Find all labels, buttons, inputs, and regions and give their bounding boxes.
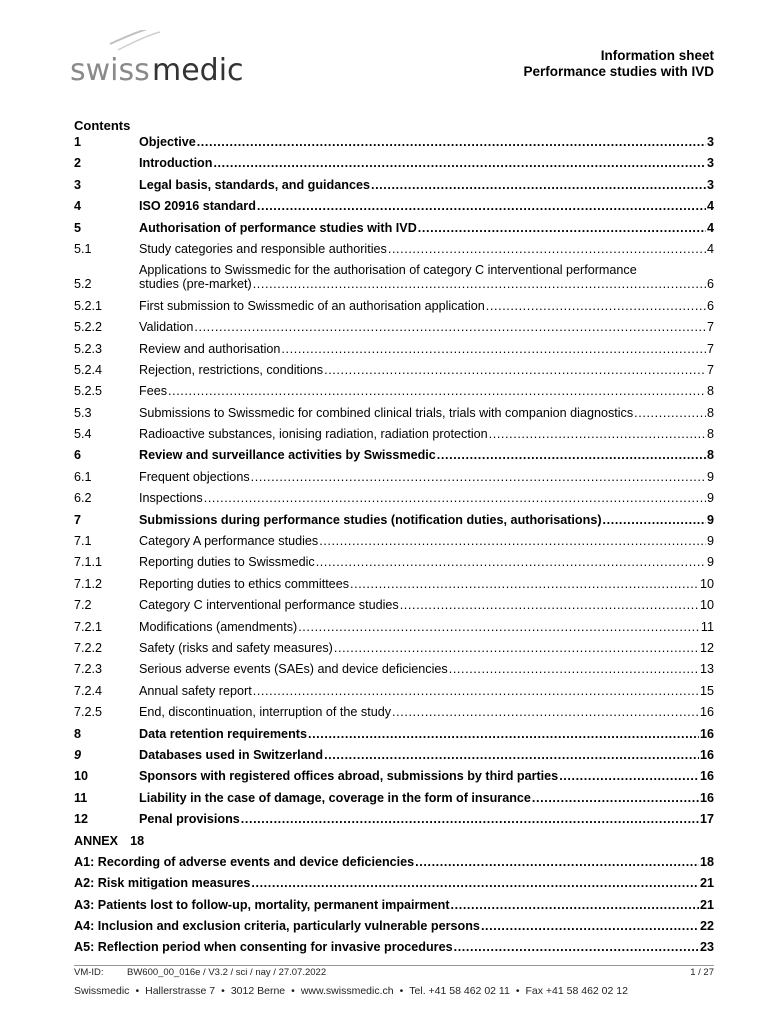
toc-entry[interactable] xyxy=(74,791,714,805)
vm-id-value: BW600_00_016e / V3.2 / sci / nay / 27.07.2022 xyxy=(127,967,327,978)
toc-entry-text xyxy=(139,555,714,569)
toc-entry-page: 4 xyxy=(706,220,714,235)
toc-annex-item[interactable] xyxy=(74,898,714,912)
toc-entry[interactable] xyxy=(74,577,714,591)
toc-entry[interactable] xyxy=(74,513,714,527)
toc-leader-dots xyxy=(253,277,706,291)
toc-entry-text xyxy=(139,513,714,527)
toc-entry-text xyxy=(139,812,714,826)
toc-entry-title: Databases used in Switzerland xyxy=(139,747,324,762)
toc-entry-title: Legal basis, standards, and guidances xyxy=(139,177,370,192)
toc-entry-number: 5 xyxy=(74,220,82,235)
toc-entry-text xyxy=(139,342,714,356)
toc-leader-dots xyxy=(257,199,706,213)
toc-entry[interactable] xyxy=(74,427,714,441)
toc-entry-text xyxy=(139,791,714,805)
toc-entry[interactable] xyxy=(74,705,714,719)
toc-entry-text xyxy=(139,178,714,192)
toc-entry-page: 8 xyxy=(706,384,714,399)
toc-entry-page: 13 xyxy=(699,662,714,677)
toc-entry-text xyxy=(139,427,714,441)
toc-annex-item[interactable] xyxy=(74,940,714,954)
toc-entry-number: 6.1 xyxy=(74,469,92,484)
toc-entry-number: 2 xyxy=(74,156,82,171)
toc-entry-number: 7.1.1 xyxy=(74,555,103,570)
toc-leader-dots xyxy=(451,898,699,912)
toc-entry-title: Study categories and responsible authorities xyxy=(139,241,387,256)
toc-entry-title: Annual safety report xyxy=(139,683,252,698)
toc-entry[interactable] xyxy=(74,363,714,377)
toc-leader-dots xyxy=(603,513,706,527)
toc-entry[interactable] xyxy=(74,555,714,569)
toc-annex-entry[interactable] xyxy=(74,834,714,848)
footer-org: Swissmedic xyxy=(74,985,130,997)
toc-entry-title: First submission to Swissmedic of an authorisation application xyxy=(139,298,485,313)
toc-entry-page: 9 xyxy=(706,555,714,570)
toc-entry-number: 3 xyxy=(74,177,82,192)
toc-entry-number: 7.1 xyxy=(74,534,92,549)
toc-entry-number: 5.2.4 xyxy=(74,362,103,377)
toc-leader-dots xyxy=(486,299,706,313)
footer-separator: • xyxy=(135,985,140,997)
toc-entry-number: 12 xyxy=(74,812,89,827)
toc-entry-title: Review and authorisation xyxy=(139,341,281,356)
toc-entry-title: Fees xyxy=(139,384,167,399)
toc-entry-title: Rejection, restrictions, conditions xyxy=(139,362,324,377)
toc-entry-page: 7 xyxy=(706,362,714,377)
toc-leader-dots xyxy=(449,662,699,676)
toc-entry-number: 5.2.2 xyxy=(74,320,103,335)
toc-entry-text xyxy=(139,448,714,462)
toc-entry[interactable] xyxy=(74,470,714,484)
toc-entry-number: 7.2.4 xyxy=(74,683,103,698)
document-id-line xyxy=(74,967,714,978)
toc-entry-page: 15 xyxy=(699,683,714,698)
toc-entry-page: 18 xyxy=(699,854,714,869)
toc-entry-page: 17 xyxy=(699,812,714,827)
toc-entry-text xyxy=(74,876,714,890)
toc-leader-dots xyxy=(324,748,699,762)
toc-entry-page: 16 xyxy=(699,747,714,762)
toc-entry-number: 5.2.1 xyxy=(74,298,103,313)
toc-entry-title: Introduction xyxy=(139,156,213,171)
swissmedic-logo-graphic xyxy=(70,30,270,90)
toc-entry-number: 8 xyxy=(74,726,82,741)
toc-entry-text xyxy=(139,641,714,655)
footer-city: 3012 Berne xyxy=(230,985,286,997)
toc-leader-dots xyxy=(481,919,699,933)
toc-entry-page: 9 xyxy=(706,469,714,484)
table-of-contents xyxy=(74,135,714,954)
toc-annex-page: 18 xyxy=(130,833,145,848)
toc-leader-dots xyxy=(400,598,699,612)
toc-entry-page: 8 xyxy=(706,448,714,463)
toc-entry-page: 6 xyxy=(706,277,714,292)
toc-entry-page: 23 xyxy=(699,940,714,955)
toc-entry-title: Penal provisions xyxy=(139,812,240,827)
toc-entry-number: 9 xyxy=(74,747,82,762)
toc-entry-title: Liability in the case of damage, coverage in the form of insurance xyxy=(139,790,531,805)
toc-entry-text xyxy=(139,221,714,235)
toc-entry-page: 7 xyxy=(706,341,714,356)
toc-leader-dots xyxy=(251,876,699,890)
toc-entry-text xyxy=(139,363,714,377)
toc-entry-title: Radioactive substances, ionising radiation, radiation protection xyxy=(139,427,488,442)
toc-entry-page: 21 xyxy=(699,876,714,891)
toc-entry[interactable] xyxy=(74,299,714,313)
toc-leader-dots xyxy=(418,221,706,235)
toc-entry-page: 3 xyxy=(706,177,714,192)
toc-entry-title: Authorisation of performance studies with IVD xyxy=(139,220,417,235)
toc-leader-dots xyxy=(194,320,706,334)
toc-entry-text xyxy=(139,769,714,783)
toc-entry-number: 7 xyxy=(74,512,82,527)
toc-entry-page: 8 xyxy=(706,427,714,442)
toc-entry-number: 5.1 xyxy=(74,241,92,256)
toc-leader-dots xyxy=(392,705,699,719)
toc-entry-number: 10 xyxy=(74,769,89,784)
toc-entry-text xyxy=(139,491,714,505)
logo-text-medic: medic xyxy=(152,53,244,88)
footer-website-link[interactable]: www.swissmedic.ch xyxy=(300,985,394,997)
toc-entry-number: 5.2.3 xyxy=(74,341,103,356)
logo-text-swiss: swiss xyxy=(70,53,150,88)
toc-entry[interactable] xyxy=(74,641,714,655)
toc-entry-title: Category A performance studies xyxy=(139,534,319,549)
toc-entry-page: 11 xyxy=(700,619,714,634)
toc-entry-page: 7 xyxy=(706,320,714,335)
toc-entry-text xyxy=(139,748,714,762)
footer-divider xyxy=(74,965,714,966)
toc-entry-number: 7.2.3 xyxy=(74,662,103,677)
toc-entry-text xyxy=(139,135,714,149)
toc-entry[interactable] xyxy=(74,221,714,235)
toc-entry-title: Modifications (amendments) xyxy=(139,619,298,634)
toc-entry[interactable] xyxy=(74,598,714,612)
toc-entry-title: A5: Reflection period when consenting for invasive procedures xyxy=(74,940,453,955)
toc-entry-page: 6 xyxy=(706,298,714,313)
toc-entry-page: 8 xyxy=(706,405,714,420)
toc-entry[interactable] xyxy=(74,342,714,356)
toc-entry-text xyxy=(139,684,714,698)
contents-heading: Contents xyxy=(74,118,131,133)
toc-entry-title: A1: Recording of adverse events and device deficiencies xyxy=(74,854,415,869)
toc-leader-dots xyxy=(316,555,706,569)
toc-entry[interactable] xyxy=(74,263,714,291)
toc-entry[interactable] xyxy=(74,534,714,548)
toc-entry-title: End, discontinuation, interruption of the study xyxy=(139,705,392,720)
toc-entry-text xyxy=(139,727,714,741)
toc-entry[interactable] xyxy=(74,727,714,741)
toc-entry[interactable] xyxy=(74,620,714,634)
toc-entry-text xyxy=(139,470,714,484)
toc-entry-text xyxy=(139,534,714,548)
toc-entry-number: 5.3 xyxy=(74,405,92,420)
toc-entry-page: 16 xyxy=(699,769,714,784)
toc-leader-dots xyxy=(437,448,706,462)
toc-entry-title: Applications to Swissmedic for the authorisation of category C interventional performance xyxy=(139,263,637,278)
toc-entry-number: 11 xyxy=(74,790,88,805)
toc-entry-title: Submissions to Swissmedic for combined clinical trials, trials with companion diagnostics xyxy=(139,405,634,420)
toc-entry[interactable] xyxy=(74,491,714,505)
toc-entry-number: 6 xyxy=(74,448,82,463)
toc-entry-page: 12 xyxy=(699,640,714,655)
toc-entry-title: Validation xyxy=(139,320,194,335)
toc-entry-page: 21 xyxy=(699,897,714,912)
toc-entry[interactable] xyxy=(74,684,714,698)
toc-entry-page: 16 xyxy=(699,790,714,805)
toc-entry-title: Inspections xyxy=(139,491,203,506)
toc-entry-text xyxy=(139,156,714,170)
swissmedic-logo xyxy=(70,30,270,90)
toc-entry-page: 9 xyxy=(706,512,714,527)
header-line-2: Performance studies with IVD xyxy=(523,64,714,79)
toc-entry-page: 16 xyxy=(699,705,714,720)
toc-leader-dots xyxy=(298,620,700,634)
toc-leader-dots xyxy=(634,406,706,420)
document-header xyxy=(523,48,714,80)
page-number: 1 / 27 xyxy=(690,967,714,978)
toc-leader-dots xyxy=(204,491,706,505)
toc-leader-dots xyxy=(281,342,706,356)
toc-entry-text xyxy=(74,919,714,933)
toc-entry-text xyxy=(139,406,714,420)
toc-entry-title: A4: Inclusion and exclusion criteria, particularly vulnerable persons xyxy=(74,919,480,934)
toc-entry-page: 3 xyxy=(706,156,714,171)
toc-entry-text xyxy=(74,940,714,954)
toc-entry[interactable] xyxy=(74,135,714,149)
toc-leader-dots xyxy=(559,769,699,783)
toc-leader-dots xyxy=(324,363,706,377)
toc-leader-dots xyxy=(388,242,706,256)
toc-leader-dots xyxy=(350,577,699,591)
header-line-1: Information sheet xyxy=(600,48,714,63)
toc-entry-title: A3: Patients lost to follow-up, mortality, permanent impairment xyxy=(74,897,450,912)
toc-entry[interactable] xyxy=(74,812,714,826)
toc-entry-title: Sponsors with registered offices abroad, submissions by third parties xyxy=(139,769,559,784)
toc-leader-dots xyxy=(168,384,706,398)
toc-entry[interactable] xyxy=(74,384,714,398)
toc-leader-dots xyxy=(489,427,706,441)
toc-entry-title: Frequent objections xyxy=(139,469,250,484)
toc-entry-title: Review and surveillance activities by Swissmedic xyxy=(139,448,436,463)
toc-annex-item[interactable] xyxy=(74,876,714,890)
toc-entry-text xyxy=(139,263,714,291)
toc-entry-page: 9 xyxy=(706,534,714,549)
toc-entry-title: Serious adverse events (SAEs) and device deficiencies xyxy=(139,662,448,677)
toc-leader-dots xyxy=(319,534,706,548)
toc-entry-title: Category C interventional performance studies xyxy=(139,598,399,613)
toc-leader-dots xyxy=(213,156,706,170)
toc-entry-page: 9 xyxy=(706,491,714,506)
toc-entry[interactable] xyxy=(74,242,714,256)
toc-entry[interactable] xyxy=(74,448,714,462)
toc-leader-dots xyxy=(308,727,699,741)
toc-entry-title: Submissions during performance studies (notification duties, authorisations) xyxy=(139,512,602,527)
toc-leader-dots xyxy=(197,135,706,149)
toc-annex-item[interactable] xyxy=(74,919,714,933)
toc-entry-text xyxy=(139,577,714,591)
toc-entry-title-continued xyxy=(139,277,714,291)
toc-entry-title: Safety (risks and safety measures) xyxy=(139,640,333,655)
toc-entry-title: Data retention requirements xyxy=(139,726,307,741)
toc-entry[interactable] xyxy=(74,748,714,762)
toc-entry-title: Reporting duties to ethics committees xyxy=(139,576,349,591)
toc-entry-text xyxy=(74,855,714,869)
toc-annex-item[interactable] xyxy=(74,855,714,869)
footer-separator: • xyxy=(291,985,295,997)
toc-entry-text xyxy=(74,898,714,912)
toc-entry-number: 4 xyxy=(74,199,82,214)
toc-entry[interactable] xyxy=(74,178,714,192)
toc-entry-number: 7.2 xyxy=(74,598,92,613)
toc-entry-page: 3 xyxy=(706,135,714,149)
toc-entry-page: 4 xyxy=(706,199,714,214)
footer-phone: Tel. +41 58 462 02 11 xyxy=(409,985,510,997)
toc-annex-label: ANNEX xyxy=(74,833,119,848)
toc-leader-dots xyxy=(454,940,699,954)
toc-entry-text xyxy=(139,384,714,398)
footer-separator: • xyxy=(221,985,225,997)
toc-entry-number: 7.1.2 xyxy=(74,576,103,591)
toc-entry-page: 10 xyxy=(699,576,714,591)
toc-entry-title: ISO 20916 standard xyxy=(139,199,256,214)
footer-fax: Fax +41 58 462 02 12 xyxy=(525,985,628,997)
toc-leader-dots xyxy=(415,855,699,869)
toc-entry-number: 7.2.2 xyxy=(74,640,103,655)
toc-leader-dots xyxy=(253,684,699,698)
toc-entry-page: 10 xyxy=(699,598,714,613)
toc-entry-text xyxy=(139,320,714,334)
toc-entry-text xyxy=(139,620,714,634)
toc-entry[interactable] xyxy=(74,662,714,676)
vm-id-label: VM-ID: xyxy=(74,967,104,978)
toc-entry-page: 4 xyxy=(706,241,714,256)
toc-entry-title-line2: studies (pre-market) xyxy=(139,277,252,292)
toc-entry-text xyxy=(139,598,714,612)
toc-entry[interactable] xyxy=(74,320,714,334)
toc-entry-number: 5.2 xyxy=(74,277,92,292)
toc-leader-dots xyxy=(334,641,699,655)
toc-entry-number: 1 xyxy=(74,135,82,149)
toc-leader-dots xyxy=(532,791,699,805)
toc-entry-title: Objective xyxy=(139,135,196,149)
toc-entry-number: 7.2.1 xyxy=(74,619,103,634)
toc-entry-text xyxy=(139,199,714,213)
toc-leader-dots xyxy=(241,812,699,826)
toc-entry-title: A2: Risk mitigation measures xyxy=(74,876,251,891)
toc-entry-text xyxy=(139,705,714,719)
toc-entry-title: Reporting duties to Swissmedic xyxy=(139,555,315,570)
toc-entry-text xyxy=(139,299,714,313)
toc-leader-dots xyxy=(371,178,706,192)
toc-entry[interactable] xyxy=(74,769,714,783)
toc-entry-text xyxy=(139,242,714,256)
toc-entry-page: 16 xyxy=(699,726,714,741)
toc-entry-page: 22 xyxy=(699,919,714,934)
toc-entry-number: 5.4 xyxy=(74,427,92,442)
toc-entry[interactable] xyxy=(74,406,714,420)
toc-leader-dots xyxy=(251,470,706,484)
footer-address xyxy=(74,985,628,997)
footer-separator: • xyxy=(515,985,520,997)
toc-entry[interactable] xyxy=(74,156,714,170)
footer-street: Hallerstrasse 7 xyxy=(145,985,216,997)
toc-entry-number: 6.2 xyxy=(74,491,92,506)
toc-entry-text xyxy=(139,662,714,676)
toc-entry-number: 5.2.5 xyxy=(74,384,103,399)
toc-entry-number: 7.2.5 xyxy=(74,705,103,720)
toc-entry[interactable] xyxy=(74,199,714,213)
footer-separator: • xyxy=(399,985,404,997)
